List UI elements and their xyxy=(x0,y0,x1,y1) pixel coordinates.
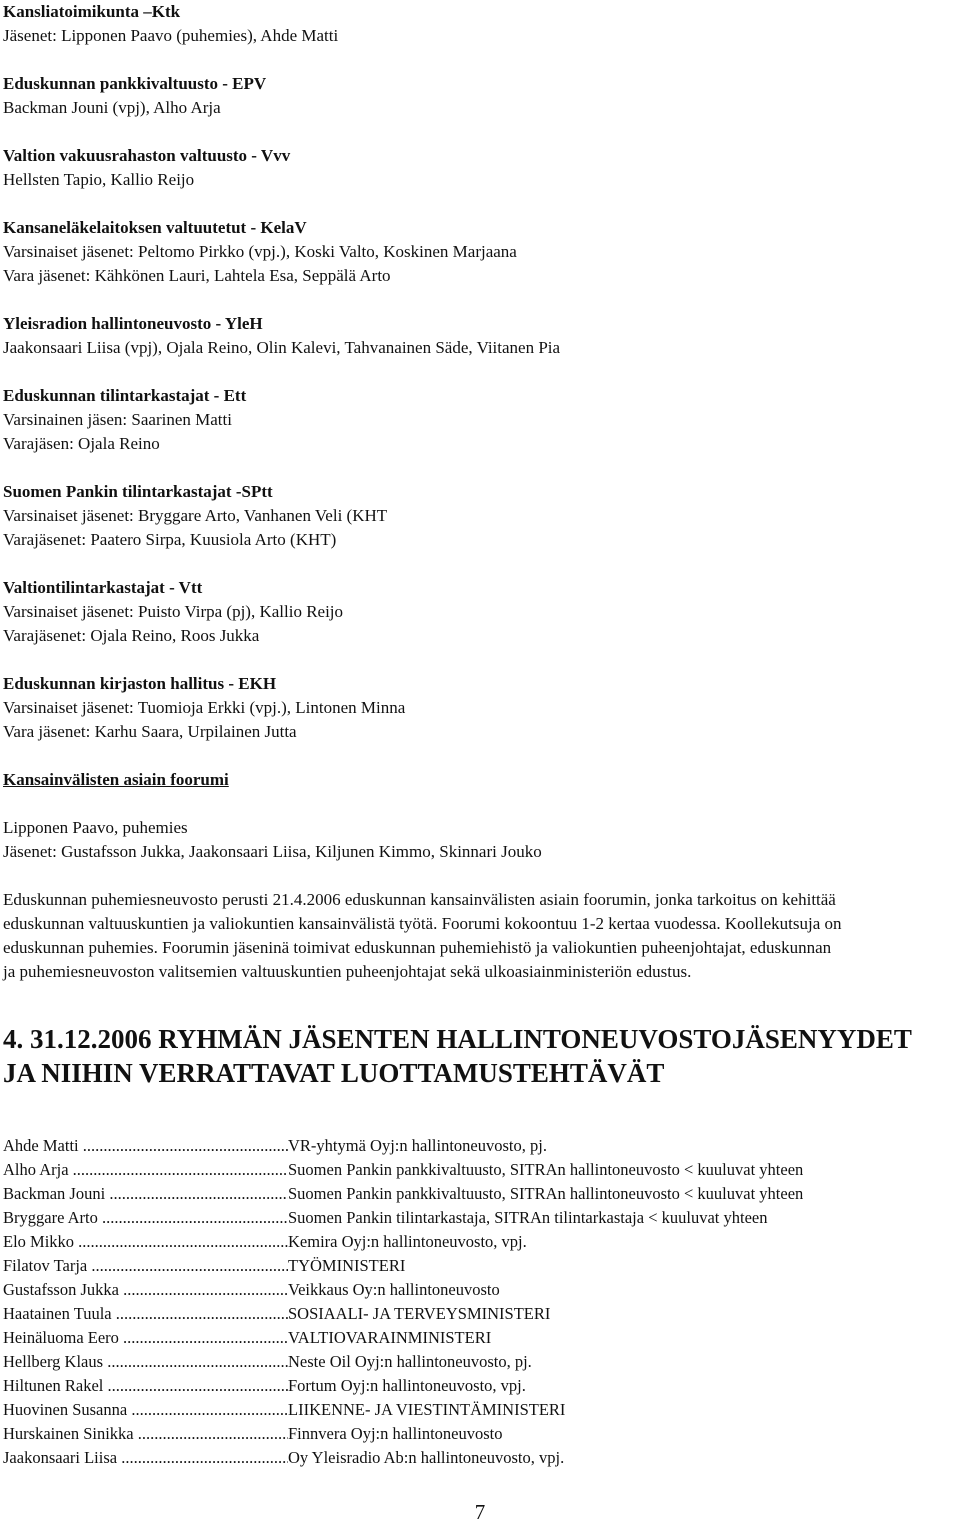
list-item xyxy=(3,1230,958,1254)
committee-title: Eduskunnan pankkivaltuusto - EPV xyxy=(3,74,267,93)
committee-members: Varsinaiset jäsenet: Bryggare Arto, Vanhanen Veli (KHT xyxy=(3,506,388,525)
member-role: VALTIOVARAINMINISTERI xyxy=(288,1328,492,1347)
committee-deputies: Vara jäsenet: Kähkönen Lauri, Lahtela Esa, Seppälä Arto xyxy=(3,266,391,285)
list-item xyxy=(3,1422,958,1446)
forum-chair: Lipponen Paavo, puhemies xyxy=(3,818,188,837)
chapter-heading-line: JA NIIHIN VERRATTAVAT LUOTTAMUSTEHTÄVÄT xyxy=(3,1058,665,1088)
member-name: Filatov Tarja xyxy=(3,1256,88,1275)
member-list xyxy=(3,1134,958,1470)
member-role: SOSIAALI- JA TERVEYSMINISTERI xyxy=(288,1304,551,1323)
committee-members: Hellsten Tapio, Kallio Reijo xyxy=(3,170,195,189)
committee-block xyxy=(3,72,958,120)
member-role: Finnvera Oyj:n hallintoneuvosto xyxy=(288,1424,503,1443)
forum-description-line: Eduskunnan puhemiesneuvosto perusti 21.4.2006 eduskunnan kansainvälisten asiain foorumin, jonka tarkoitus on kehittää xyxy=(3,890,836,909)
committee-title: Yleisradion hallintoneuvosto - YleH xyxy=(3,314,263,333)
list-item xyxy=(3,1350,958,1374)
forum-section xyxy=(3,768,958,984)
list-item xyxy=(3,1182,958,1206)
member-role: Kemira Oyj:n hallintoneuvosto, vpj. xyxy=(288,1232,527,1251)
document-page xyxy=(3,0,958,1470)
list-item xyxy=(3,1278,958,1302)
committee-members: Varsinaiset jäsenet: Puisto Virpa (pj), Kallio Reijo xyxy=(3,602,344,621)
committee-title: Eduskunnan kirjaston hallitus - EKH xyxy=(3,674,277,693)
committee-members: Varsinaiset jäsenet: Peltomo Pirkko (vpj.), Koski Valto, Koskinen Marjaana xyxy=(3,242,517,261)
member-name: Backman Jouni xyxy=(3,1184,106,1203)
member-name: Haatainen Tuula xyxy=(3,1304,112,1323)
chapter-heading xyxy=(3,1022,958,1090)
committee-title: Kansaneläkelaitoksen valtuutetut - KelaV xyxy=(3,218,307,237)
member-role: Fortum Oyj:n hallintoneuvosto, vpj. xyxy=(288,1376,526,1395)
committee-deputies: Vara jäsenet: Karhu Saara, Urpilainen Jutta xyxy=(3,722,297,741)
forum-description-line: eduskunnan puhemies. Foorumin jäseninä toimivat eduskunnan puhemiehistö ja valiokuntien puheenjohtajat, eduskunnan xyxy=(3,938,832,957)
committee-block xyxy=(3,0,958,48)
list-item xyxy=(3,1206,958,1230)
member-role: Oy Yleisradio Ab:n hallintoneuvosto, vpj. xyxy=(288,1448,565,1467)
committee-block xyxy=(3,384,958,456)
committee-title: Suomen Pankin tilintarkastajat -SPtt xyxy=(3,482,273,501)
member-name: Jaakonsaari Liisa xyxy=(3,1448,118,1467)
committee-members: Varsinainen jäsen: Saarinen Matti xyxy=(3,410,232,429)
committee-title: Valtion vakuusrahaston valtuusto - Vvv xyxy=(3,146,291,165)
committees-section xyxy=(3,0,958,744)
member-name: Hurskainen Sinikka xyxy=(3,1424,134,1443)
member-name: Elo Mikko xyxy=(3,1232,75,1251)
committee-members: Jaakonsaari Liisa (vpj), Ojala Reino, Olin Kalevi, Tahvanainen Säde, Viitanen Pia xyxy=(3,338,561,357)
list-item xyxy=(3,1302,958,1326)
committee-block xyxy=(3,216,958,288)
committee-title: Kansliatoimikunta –Ktk xyxy=(3,2,181,21)
list-item xyxy=(3,1398,958,1422)
forum-description-line: ja puhemiesneuvoston valitsemien valtuuskuntien puheenjohtajat sekä ulkoasiainministeriön edustus. xyxy=(3,962,692,981)
committee-members: Varsinaiset jäsenet: Tuomioja Erkki (vpj.), Lintonen Minna xyxy=(3,698,406,717)
member-name: Heinäluoma Eero xyxy=(3,1328,119,1347)
list-item xyxy=(3,1134,958,1158)
member-role: Veikkaus Oy:n hallintoneuvosto xyxy=(288,1280,500,1299)
forum-members: Jäsenet: Gustafsson Jukka, Jaakonsaari Liisa, Kiljunen Kimmo, Skinnari Jouko xyxy=(3,842,542,861)
committee-deputies: Varajäsenet: Ojala Reino, Roos Jukka xyxy=(3,626,260,645)
member-role: LIIKENNE- JA VIESTINTÄMINISTERI xyxy=(288,1400,566,1419)
member-name: Gustafsson Jukka xyxy=(3,1280,119,1299)
committee-block xyxy=(3,480,958,552)
member-name: Alho Arja xyxy=(3,1160,69,1179)
committee-title: Eduskunnan tilintarkastajat - Ett xyxy=(3,386,247,405)
committee-members: Backman Jouni (vpj), Alho Arja xyxy=(3,98,221,117)
list-item xyxy=(3,1326,958,1350)
committee-deputies: Varajäsenet: Paatero Sirpa, Kuusiola Arto (KHT) xyxy=(3,530,337,549)
committee-deputies: Varajäsen: Ojala Reino xyxy=(3,434,160,453)
committee-block xyxy=(3,312,958,360)
committee-block xyxy=(3,576,958,648)
list-item xyxy=(3,1254,958,1278)
member-role: Suomen Pankin pankkivaltuusto, SITRAn hallintoneuvosto < kuuluvat yhteen xyxy=(288,1184,804,1203)
committee-block xyxy=(3,144,958,192)
member-role: TYÖMINISTERI xyxy=(288,1256,406,1275)
page-number: 7 xyxy=(474,1500,486,1524)
member-role: Neste Oil Oyj:n hallintoneuvosto, pj. xyxy=(288,1352,532,1371)
forum-title: Kansainvälisten asiain foorumi xyxy=(3,770,229,789)
member-role: Suomen Pankin pankkivaltuusto, SITRAn hallintoneuvosto < kuuluvat yhteen xyxy=(288,1160,804,1179)
member-name: Ahde Matti xyxy=(3,1136,79,1155)
forum-description xyxy=(3,888,958,984)
member-name: Bryggare Arto xyxy=(3,1208,98,1227)
list-item xyxy=(3,1158,958,1182)
list-item xyxy=(3,1374,958,1398)
member-role: VR-yhtymä Oyj:n hallintoneuvosto, pj. xyxy=(288,1136,547,1155)
member-name: Hellberg Klaus xyxy=(3,1352,104,1371)
chapter-heading-line: 4. 31.12.2006 RYHMÄN JÄSENTEN HALLINTONEUVOSTOJÄSENYYDET xyxy=(3,1024,912,1054)
committee-title: Valtiontilintarkastajat - Vtt xyxy=(3,578,203,597)
member-role: Suomen Pankin tilintarkastaja, SITRAn tilintarkastaja < kuuluvat yhteen xyxy=(288,1208,768,1227)
list-item xyxy=(3,1446,958,1470)
member-name: Huovinen Susanna xyxy=(3,1400,128,1419)
committee-members: Jäsenet: Lipponen Paavo (puhemies), Ahde Matti xyxy=(3,26,339,45)
member-name: Hiltunen Rakel xyxy=(3,1376,104,1395)
committee-block xyxy=(3,672,958,744)
forum-description-line: eduskunnan valtuuskuntien ja valiokuntien kansainvälistä työtä. Foorumi kokoontuu 1-2 kertaa vuodessa. Koollekutsuja on xyxy=(3,914,842,933)
